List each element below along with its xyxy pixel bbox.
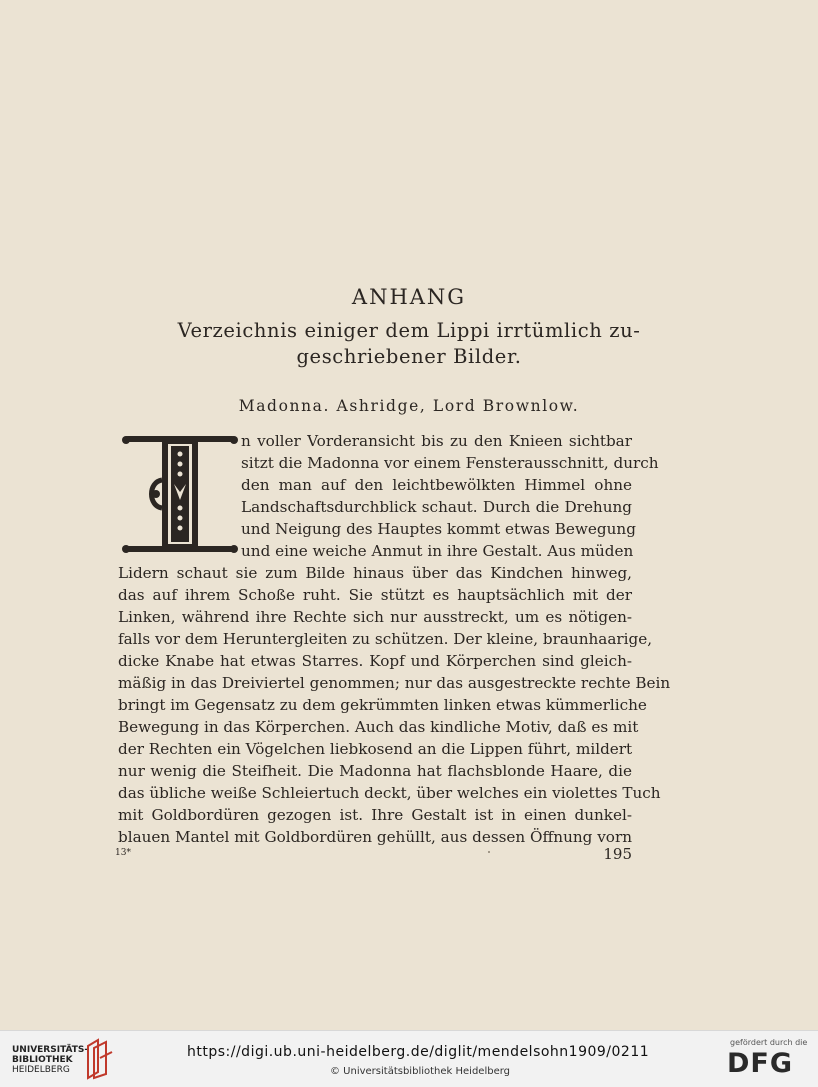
text-line: falls vor dem Heruntergleiten zu schützen. Der kleine, braunhaarige, bbox=[118, 630, 653, 648]
text-line: Landschaftsdurchblick schaut. Durch die Drehung bbox=[241, 498, 632, 516]
dfg-logo[interactable]: DFG bbox=[727, 1048, 794, 1079]
text-line: nur wenig die Steifheit. Die Madonna hat flachsblonde Haare, die bbox=[118, 762, 632, 780]
library-line-1: UNIVERSITÄTS- bbox=[12, 1045, 89, 1055]
text-line: mit Goldbordüren gezogen ist. Ihre Gestalt ist in einen dunkel- bbox=[118, 806, 632, 824]
text-line: Lidern schaut sie zum Bilde hinaus über das Kindchen hinweg, bbox=[118, 564, 632, 582]
text-line: das auf ihrem Schoße ruht. Sie stützt es hauptsächlich mit der bbox=[118, 586, 632, 604]
text-line: den man auf den leichtbewölkten Himmel ohne bbox=[241, 476, 632, 494]
signature-mark: 13* bbox=[115, 848, 131, 858]
permalink[interactable]: https://digi.ub.uni-heidelberg.de/diglit/mendelsohn1909/0211 bbox=[187, 1044, 650, 1060]
text-line: sitzt die Madonna vor einem Fensterausschnitt, durch bbox=[241, 454, 659, 472]
text-line: n voller Vorderansicht bis zu den Knieen sichtbar bbox=[241, 432, 632, 450]
text-line: dicke Knabe hat etwas Starres. Kopf und Körperchen sind gleich- bbox=[118, 652, 632, 670]
text-line: mäßig in das Dreiviertel genommen; nur das ausgestreckte rechte Bein bbox=[118, 674, 671, 692]
ub-logo-icon[interactable] bbox=[84, 1038, 114, 1080]
library-name[interactable] bbox=[12, 1045, 88, 1075]
text-line: das übliche weiße Schleiertuch deckt, über welches ein violettes Tuch bbox=[118, 784, 661, 802]
text-line: und eine weiche Anmut in ihre Gestalt. Aus müden bbox=[241, 542, 634, 560]
text-line: der Rechten ein Vögelchen liebkosend an die Lippen führt, mildert bbox=[118, 740, 633, 758]
subtitle-line-1: Verzeichnis einiger dem Lippi irrtümlich zu- bbox=[177, 319, 641, 342]
text-line: bringt im Gegensatz zu dem gekrümmten linken etwas kümmerliche bbox=[118, 696, 647, 714]
drop-cap-i-ornament bbox=[120, 432, 238, 556]
text-line: und Neigung des Hauptes kommt etwas Bewegung bbox=[241, 520, 636, 538]
subtitle bbox=[140, 318, 678, 370]
entry-heading: Madonna. Ashridge, Lord Brownlow. bbox=[238, 397, 580, 415]
viewer-footer bbox=[0, 1030, 818, 1087]
library-line-2: BIBLIOTHEK bbox=[12, 1055, 73, 1065]
speck bbox=[488, 851, 490, 853]
text-line: Linken, während ihre Rechte sich nur ausstreckt, um es nötigen- bbox=[118, 608, 632, 626]
funding-note: gefördert durch die bbox=[730, 1038, 808, 1047]
text-line: Bewegung in das Körperchen. Auch das kindliche Motiv, daß es mit bbox=[118, 718, 639, 736]
copyright-notice: © Universitätsbibliothek Heidelberg bbox=[330, 1066, 511, 1077]
library-line-3: HEIDELBERG bbox=[12, 1065, 70, 1075]
text-line: blauen Mantel mit Goldbordüren gehüllt, aus dessen Öffnung vorn bbox=[118, 828, 632, 846]
page-number: 195 bbox=[603, 845, 632, 863]
section-title: ANHANG bbox=[351, 285, 467, 309]
subtitle-line-2: geschriebener Bilder. bbox=[296, 345, 522, 368]
